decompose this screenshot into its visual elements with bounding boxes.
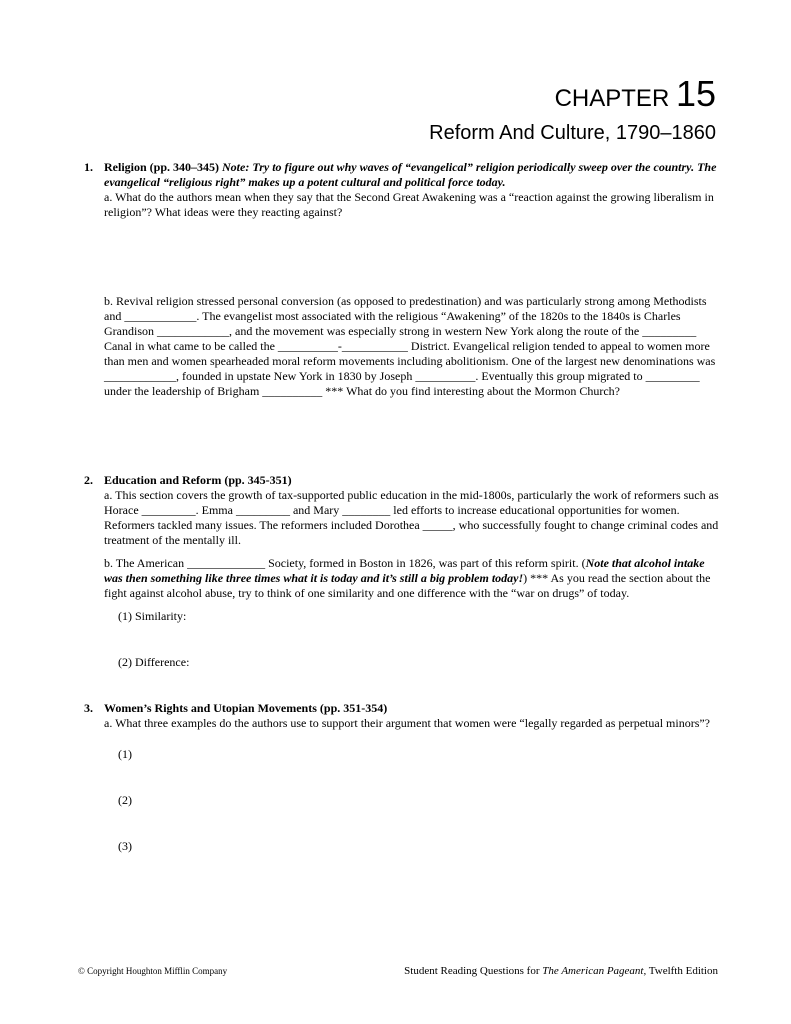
- question-1b: b. Revival religion stressed personal conversion (as opposed to predestination) and was particularly strong among Methodists and ____________. The evangelist most associated with the religious “Awakening” of the 1820s to the 1840s is Charles Grandison ____________, and the movement was especially strong in western New York along the route of the _________ Canal in what came to be called the __________-___________ District. Evangelical religion tended to appeal to women more than men and women spearheaded moral reform movements including abolitionism. One of the largest new denominations was ____________, founded in upstate New York in 1830 by Joseph __________. Eventually this group migrated to _________ under the leadership of Brigham __________ *** What do you find interesting about the Mormon Church?: [104, 294, 716, 398]
- question-content: [84, 160, 724, 854]
- edition-notice: [404, 965, 718, 977]
- section-heading: [104, 160, 724, 190]
- section-title: Education and Reform (pp. 345-351): [104, 473, 292, 487]
- question-2b-text-2: ) *** As you read the section about the fight against alcohol abuse, try to think of one similarity and one difference with the “war on drugs” of today.: [104, 571, 711, 600]
- chapter-word: CHAPTER: [554, 85, 676, 112]
- difference-prompt: (2) Difference:: [118, 655, 190, 669]
- similarity-prompt: (1) Similarity:: [118, 609, 187, 623]
- chapter-heading: [429, 73, 716, 120]
- section-number: 1.: [84, 160, 93, 174]
- edition-suffix: Twelfth Edition: [646, 965, 718, 977]
- chapter-header: [429, 73, 716, 145]
- question-1a: a. What do the authors mean when they say that the Second Great Awakening was a “reaction against the growing liberalism in religion”? What ideas were they reacting against?: [104, 190, 714, 219]
- answer-item-1: (1): [118, 747, 132, 761]
- edition-prefix: Student Reading Questions for: [404, 965, 543, 977]
- section-number: 3.: [84, 701, 93, 715]
- section-note: Note: Try to figure out why waves of “evangelical” religion periodically sweep over the country. The evangelical “religious right” makes up a potent cultural and political force today.: [104, 160, 717, 189]
- chapter-number: 15: [675, 73, 716, 114]
- copyright-notice: © Copyright Houghton Mifflin Company: [78, 966, 228, 976]
- question-2b-note: Note that alcohol intake was then something like three times what it is today and it’s still a big problem today!: [104, 556, 705, 585]
- chapter-subtitle: Reform And Culture, 1790–1860: [429, 122, 716, 144]
- section-number: 2.: [84, 473, 93, 487]
- page-footer: [78, 965, 718, 981]
- question-2a: a. This section covers the growth of tax-supported public education in the mid-1800s, particularly the work of reformers such as Horace _________. Emma _________ and Mary ________ led efforts to increase educational opportunities for women. Reformers tackled many issues. The reformers included Dorothea _____, who successfully fought to change criminal codes and treatment of the mentally ill.: [104, 488, 719, 547]
- question-3a: a. What three examples do the authors use to support their argument that women were “legally regarded as perpetual minors”?: [104, 716, 711, 730]
- answer-item-3: (3): [118, 839, 132, 853]
- section-womens-rights: [84, 701, 724, 854]
- question-2b-text-1: b. The American _____________ Society, formed in Boston in 1826, was part of this reform spirit. (: [104, 556, 586, 570]
- section-title: Religion (pp. 340–345): [104, 160, 223, 174]
- answer-item-2: (2): [118, 793, 132, 807]
- section-title: Women’s Rights and Utopian Movements (pp. 351-354): [104, 701, 388, 715]
- book-title: The American Pageant,: [542, 965, 647, 977]
- section-education-reform: [84, 473, 724, 670]
- section-religion: [84, 160, 724, 399]
- question-2b: [104, 556, 724, 601]
